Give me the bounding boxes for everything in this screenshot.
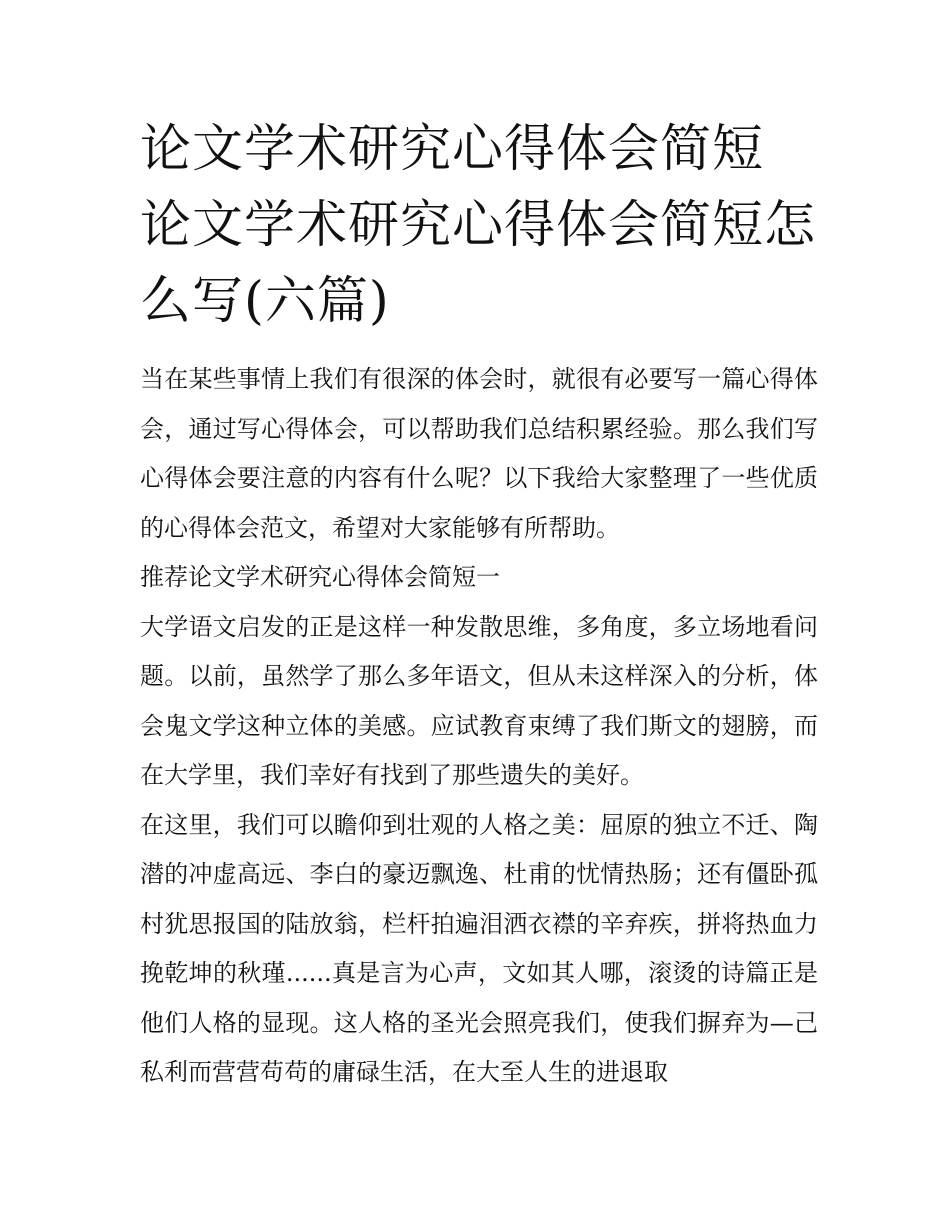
body-paragraph-1: 大学语文启发的正是这样一种发散思维，多角度，多立场地看问题。以前，虽然学了那么多年语文，但从未这样深入的分析，体会鬼文学这种立体的美感。应试教育束缚了我们斯文的翅膀，而在大学里，我们幸好有找到了那些遗失的美好。 (140, 612, 818, 789)
section-heading: 推荐论文学术研究心得体会简短一 (140, 563, 500, 591)
document-title: 论文学术研究心得体会简短 论文学术研究心得体会简短怎么写(六篇) (140, 120, 817, 331)
document-body (140, 355, 818, 1098)
body-paragraph-2: 在这里，我们可以瞻仰到壮观的人格之美：屈原的独立不迁、陶潜的冲虚高远、李白的豪迈飘逸、杜甫的忧情热肠；还有僵卧孤村犹思报国的陆放翁，栏杆拍遍泪洒衣襟的辛弃疾，拼将热血力挽乾坤的秋瑾......真是言为心声，文如其人哪，滚烫的诗篇正是他们人格的显现。这人格的圣光会照亮我们，使我们摒弃为—己私利而营营苟苟的庸碌生活，在大至人生的进退取 (140, 810, 818, 1086)
intro-paragraph: 当在某些事情上我们有很深的体会时，就很有必要写一篇心得体会，通过写心得体会，可以帮助我们总结积累经验。那么我们写心得体会要注意的内容有什么呢？以下我给大家整理了一些优质的心得体会范文，希望对大家能够有所帮助。 (140, 365, 818, 542)
